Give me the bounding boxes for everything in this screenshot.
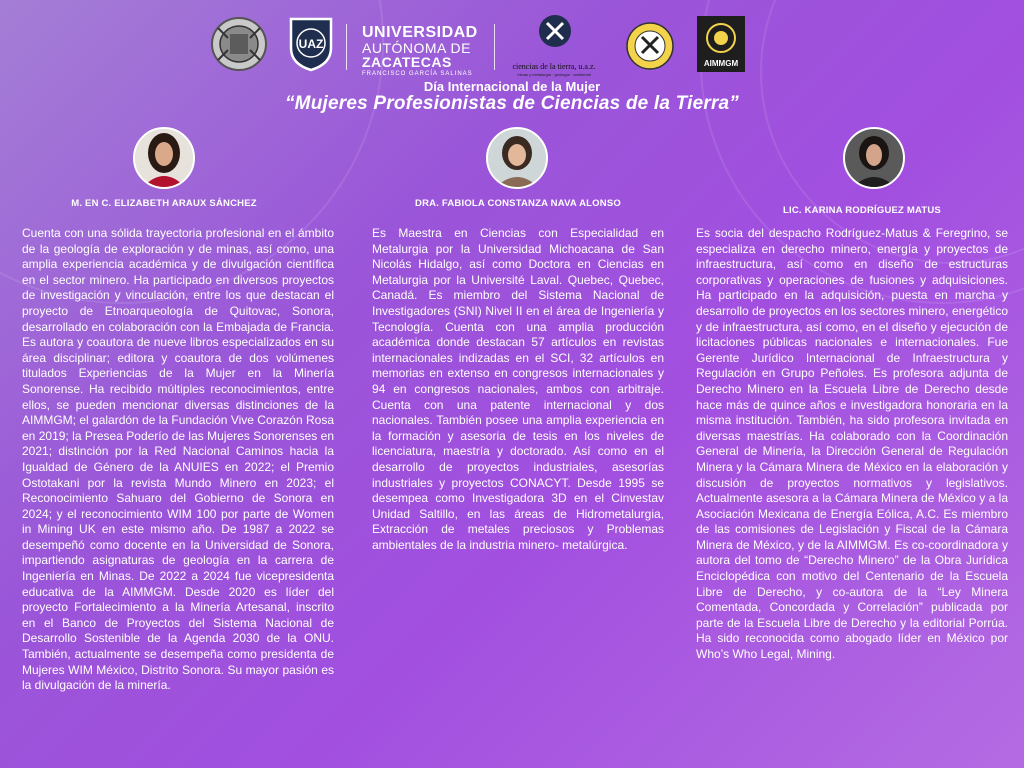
mining-seal-logo [626,22,674,70]
uaz-shield-text: UAZ [298,37,324,51]
ciencias-tierra-logo [538,14,572,48]
university-line2: AUTÓNOMA DE [362,40,471,56]
university-line4: FRANCISCO GARCÍA SALINAS [362,71,473,77]
divider [346,24,347,70]
ciencias-sub: minas y metalurgia · geología · ambiental [517,72,591,77]
ciencias-label: ciencias de la tierra, u.a.z. [512,62,596,71]
profile-bio: Cuenta con una sólida trayectoria profesional en el ámbito de la geología de exploración y de minas, así como, una amplia experiencia académica y de divulgación científica en el sector minero. Ha participado en diversos proyectos de investigación y vinculación, entre los que destacan el proyecto de Etnoarqueología de Quitovac, Sonora, desarrollado en colaboración con la Embajada de Francia. Es autora y coautora de nueve libros especializados en su área disciplinar; editora y coautora de dos volúmenes titulados Experiencias de la Mujer en la Minería Sonorense. Ha recibido múltiples reconocimientos, entre ellos, se pueden mencionar diversas distinciones de la AIMMGM; el galardón de la Fundación Vive Corazón Rosa en 2019; la Presea Poderío de las Mujeres Sonorenses en 2021; distinción por la Red Nacional Caminos hacia la Igualdad de Género de la ANUIES en 2022; el Premio Ostotakani por la revista Mundo Minero en 2023; el Reconocimiento Sahuaro del Gobierno de Sonora en 2024; y el reconocimiento WIM 100 por parte de Women in Mining UK en este mismo año. De 1987 a 2022 se desempeñó como docente en la Universidad de Sonora, impartiendo asignaturas de geología en la carrera de Ingeniería en Minas. De 2022 a 2024 fue vicepresidenta educativa de la AIMMGM. Desde 2020 es líder del proyecto Fortalecimiento a la Minería Artesanal, inscrito en el Banco de Proyectos del Sistema Nacional de Desarrollo Sostenible de la Agenda 2030 de la ONU. También, actualmente se desempeña como presidenta de Mujeres WIM México, Distrito Sonora. Su mayor pasión es la divulgación de la minería. [22,226,334,693]
profile-name: DRA. FABIOLA CONSTANZA NAVA ALONSO [415,198,621,209]
university-name [362,25,478,77]
logo-bar [0,10,1024,78]
university-line1: UNIVERSIDAD [362,24,478,41]
avatar [843,127,905,189]
avatar [133,127,195,189]
uaz-shield-logo [288,16,334,72]
divider [494,24,495,70]
profile-name: M. EN C. ELIZABETH ARAUX SÁNCHEZ [71,198,257,209]
university-line3: ZACATECAS [362,54,452,70]
avatar [486,127,548,189]
aimmgm-label: AIMMGM [703,59,739,68]
page-title: “Mujeres Profesionistas de Ciencias de la Tierra” [284,93,740,114]
uaz-seal-logo [210,16,268,72]
event-title: Día Internacional de la Mujer [423,79,601,94]
profile-bio: Es socia del despacho Rodríguez-Matus & Feregrino, se especializa en derecho minero, energía y proyectos de infraestructura, así como en diseño de estructuras corporativas y operaciones de fusiones y adquisiciones. Ha participado en la adquisición, puesta en marcha y desarrollo de proyectos en los sectores minero, energético y de infraestructura, así como, en el diseño y ejecución de licitaciones públicas nacionales e internacionales. Fue Gerente Jurídico Internacional de Infraestructura y Regulación en Grupo Peñoles. Es profesora adjunta de Derecho Minero en la Escuela Libre de Derecho desde hace más de quince años e investigadora honoraria en la misma institución. También, ha sido profesora invitada en diversas maestrías. Ha colaborado con la Coordinación General de Minería, la Dirección General de Regulación Minera y la Cámara Minera de México en la elaboración y discusión de proyectos normativos y legislativos. Actualmente asesora a la Cámara Minera de México y a la Asociación Mexicana de Energía Eólica, A.C. Es miembro de las comisiones de Legislación y Fiscal de la Cámara Minera de México, y de la AIMMGM. Es co-coordinadora y autora del tomo de “Derecho Minero” de la Obra Jurídica Enciclopédica con motivo del Centenario de la Escuela Libre de Derecho, y co-autora de la “Ley Minera Comentada, Concordada y Correlación” publicada por parte de la Escuela Libre de Derecho y la editorial Porrúa. Ha sido reconocida como abogado líder en México por Who’s Who Legal, Mining. [696,226,1008,662]
profile-bio: Es Maestra en Ciencias con Especialidad en Metalurgia por la Universidad Michoacana de San Nicolás Hidalgo, así como Doctora en Ciencias en Metalurgia por la Université Laval. Quebec, Quebec, Canadá. Es miembro del Sistema Nacional de Investigadores (SNI) Nivel II en el área de Ingeniería y Tecnología. Cuenta con una amplia producción académica donde destacan 57 artículos en revistas internacionales indizadas en el SCI, 32 artículos en memorias en extenso en congresos internacionales y 94 en congresos nacionales, ambos con arbitraje. Cuenta con una patente internacional y dos nacionales. También posee una amplia experiencia en la formación y asesoria de tesis en los niveles de licenciatura, maestría y doctorado. Así como en el desarrollo de proyectos industriales, asesorías industriales y proyectos CONACYT. Desde 1995 se desempea como Investigadora 3D en el Cinvestav Unidad Saltillo, en las áreas de Hidrometalurgia, Extracción de metales preciosos y Problemas ambientales de la industria minero- metalúrgica. [372,226,664,552]
profile-name: LIC. KARINA RODRÍGUEZ MATUS [783,205,941,216]
